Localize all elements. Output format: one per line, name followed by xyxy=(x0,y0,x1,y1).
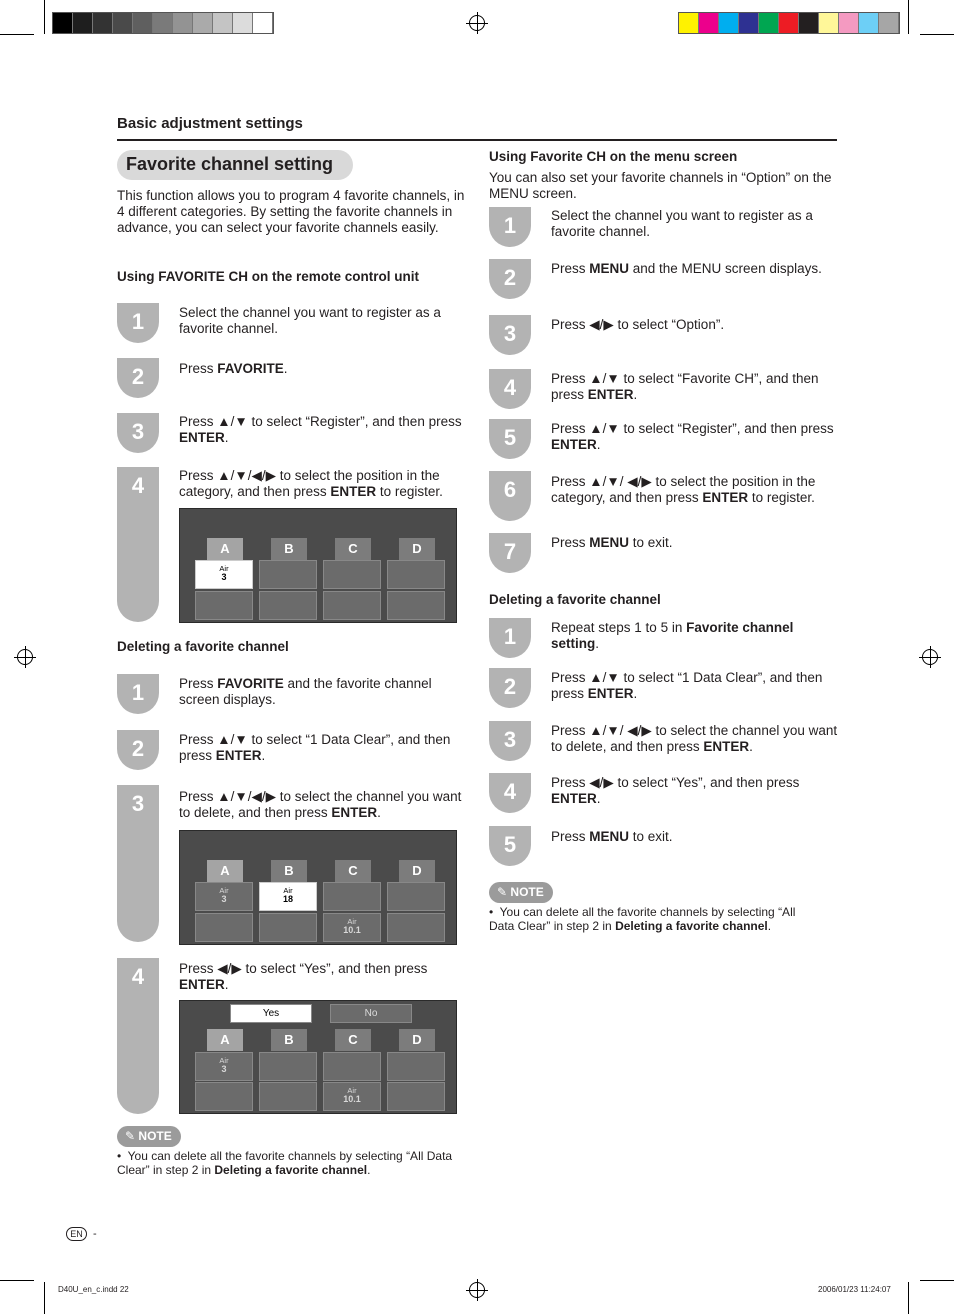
step-badge: 5 xyxy=(489,419,531,459)
crop-mark xyxy=(920,34,954,35)
channel-cell xyxy=(259,560,317,589)
tab-a: A xyxy=(207,538,243,560)
channel-cell: Air 3 xyxy=(195,882,253,911)
channel-cell xyxy=(387,1052,445,1081)
pencil-icon: ✎ xyxy=(497,885,508,899)
step-badge: 4 xyxy=(117,467,159,622)
channel-cell xyxy=(259,913,317,942)
color-swatch xyxy=(739,13,759,33)
print-date: 2006/01/23 11:24:07 xyxy=(818,1285,891,1294)
channel-cell: Air 3 xyxy=(195,1052,253,1081)
note-text: • You can delete all the favorite channels by selecting “All Data Clear” in step 2 in Deleting a favorite channel. xyxy=(117,1149,453,1177)
color-swatch xyxy=(213,13,233,33)
step-badge: 6 xyxy=(489,471,531,521)
step-text: Press ▲/▼/◀/▶ to select the channel you want to delete, and then press ENTER. xyxy=(179,789,462,820)
step-text: Press ▲/▼ to select “Register”, and then press ENTER. xyxy=(551,421,834,452)
step-badge: 4 xyxy=(489,369,531,409)
step-text: Press ▲/▼/◀/▶ to select the position in the category, and then press ENTER to register. xyxy=(179,468,443,499)
favorite-screen-register xyxy=(179,508,457,623)
step-badge: 3 xyxy=(489,721,531,761)
color-swatch xyxy=(73,13,93,33)
color-swatch xyxy=(253,13,273,33)
color-swatch xyxy=(699,13,719,33)
color-swatch xyxy=(799,13,819,33)
step-badge: 3 xyxy=(489,315,531,355)
remote-heading: Using FAVORITE CH on the remote control unit xyxy=(117,269,420,284)
step-badge: 1 xyxy=(117,303,159,343)
channel-cell xyxy=(323,1052,381,1081)
channel-cell xyxy=(259,591,317,620)
file-name: D40U_en_c.indd 22 xyxy=(58,1285,129,1294)
color-swatch xyxy=(133,13,153,33)
channel-cell xyxy=(323,591,381,620)
no-option: No xyxy=(330,1004,412,1023)
header-rule xyxy=(117,139,837,141)
channel-cell xyxy=(323,560,381,589)
note-badge: ✎ NOTE xyxy=(489,882,553,903)
channel-cell xyxy=(387,560,445,589)
step-badge: 5 xyxy=(489,826,531,866)
color-swatch xyxy=(93,13,113,33)
section-title: Basic adjustment settings xyxy=(117,115,303,132)
color-swatch xyxy=(153,13,173,33)
step-badge: 2 xyxy=(117,730,159,770)
channel-cell xyxy=(323,882,381,911)
color-swatch xyxy=(173,13,193,33)
favorite-screen-confirm xyxy=(179,1000,457,1114)
step-text: Press ◀/▶ to select “Option”. xyxy=(551,317,725,332)
language-badge: EN xyxy=(66,1227,87,1241)
tab-b: B xyxy=(271,1029,307,1051)
step-text: Press MENU to exit. xyxy=(551,829,673,844)
color-swatch xyxy=(839,13,859,33)
step-text: Press ▲/▼ to select “Register”, and then press ENTER. xyxy=(179,414,462,445)
step-text: Repeat steps 1 to 5 in Favorite channel setting. xyxy=(551,620,794,651)
channel-cell: Air 10.1 xyxy=(323,1082,381,1111)
step-badge: 1 xyxy=(489,207,531,247)
step-text: Press MENU and the MENU screen displays. xyxy=(551,261,822,276)
tab-d: D xyxy=(399,538,435,560)
tab-b: B xyxy=(271,860,307,882)
registration-mark-icon xyxy=(469,15,485,31)
menu-heading: Using Favorite CH on the menu screen xyxy=(489,149,738,164)
crop-mark xyxy=(0,1280,34,1281)
color-swatch xyxy=(859,13,879,33)
process-color-bar xyxy=(678,12,900,34)
step-text: Select the channel you want to register as a favorite channel. xyxy=(551,208,813,239)
color-swatch xyxy=(779,13,799,33)
step-badge: 1 xyxy=(117,674,159,714)
step-badge: 1 xyxy=(489,618,531,658)
channel-cell: Air 18 xyxy=(259,882,317,911)
step-text: Press ▲/▼ to select “Favorite CH”, and then press ENTER. xyxy=(551,371,819,402)
channel-cell: Air 10.1 xyxy=(323,913,381,942)
tab-d: D xyxy=(399,860,435,882)
yes-option: Yes xyxy=(230,1004,312,1023)
step-badge: 4 xyxy=(489,773,531,813)
channel-cell xyxy=(387,882,445,911)
channel-cell xyxy=(387,1082,445,1111)
channel-cell xyxy=(195,591,253,620)
step-text: Press ▲/▼/ ◀/▶ to select the position in the category, and then press ENTER to register. xyxy=(551,474,816,505)
channel-cell: Air 3 xyxy=(195,560,253,589)
color-swatch xyxy=(193,13,213,33)
step-text: Select the channel you want to register as a favorite channel. xyxy=(179,305,441,336)
color-swatch xyxy=(879,13,899,33)
color-swatch xyxy=(233,13,253,33)
step-text: Press ◀/▶ to select “Yes”, and then press ENTER. xyxy=(179,961,428,992)
tab-d: D xyxy=(399,1029,435,1051)
channel-cell xyxy=(387,591,445,620)
favorite-screen-delete xyxy=(179,830,457,945)
channel-cell xyxy=(259,1052,317,1081)
crop-mark xyxy=(908,1282,909,1314)
color-swatch xyxy=(53,13,73,33)
delete-heading: Deleting a favorite channel xyxy=(117,639,289,654)
crop-mark xyxy=(908,0,909,34)
channel-cell xyxy=(259,1082,317,1111)
color-swatch xyxy=(819,13,839,33)
channel-cell xyxy=(195,913,253,942)
step-badge: 3 xyxy=(117,413,159,453)
crop-mark xyxy=(44,1282,45,1314)
note-badge: ✎ NOTE xyxy=(117,1126,181,1147)
crop-mark xyxy=(920,1280,954,1281)
delete-heading-right: Deleting a favorite channel xyxy=(489,592,661,607)
page-title: Favorite channel setting xyxy=(117,150,353,180)
registration-mark-icon xyxy=(469,1282,485,1298)
tab-c: C xyxy=(335,538,371,560)
step-badge: 2 xyxy=(489,668,531,708)
step-text: Press ◀/▶ to select “Yes”, and then press ENTER. xyxy=(551,775,800,806)
intro-text: This function allows you to program 4 favorite channels, in 4 different categories. By setting the favorite channels in advance, you can select your favorite channels easily. xyxy=(117,188,465,235)
tab-c: C xyxy=(335,1029,371,1051)
color-swatch xyxy=(719,13,739,33)
step-badge: 4 xyxy=(117,958,159,1114)
step-text: Press ▲/▼ to select “1 Data Clear”, and then press ENTER. xyxy=(179,732,451,763)
step-text: Press FAVORITE. xyxy=(179,361,288,376)
step-badge: 7 xyxy=(489,533,531,573)
color-swatch xyxy=(679,13,699,33)
channel-cell xyxy=(195,1082,253,1111)
step-text: Press FAVORITE and the favorite channel screen displays. xyxy=(179,676,432,707)
step-badge: 3 xyxy=(117,785,159,942)
tab-b: B xyxy=(271,538,307,560)
color-swatch xyxy=(759,13,779,33)
note-text: • You can delete all the favorite channels by selecting “All Data Clear” in step 2 in Deleting a favorite channel. xyxy=(489,905,796,933)
pencil-icon: ✎ xyxy=(125,1129,136,1143)
step-text: Press MENU to exit. xyxy=(551,535,673,550)
step-badge: 2 xyxy=(489,259,531,299)
step-text: Press ▲/▼ to select “1 Data Clear”, and then press ENTER. xyxy=(551,670,823,701)
menu-intro: You can also set your favorite channels in “Option” on the MENU screen. xyxy=(489,170,832,201)
page-dash: - xyxy=(93,1228,97,1240)
crop-mark xyxy=(44,0,45,34)
tab-c: C xyxy=(335,860,371,882)
step-badge: 2 xyxy=(117,358,159,398)
step-text: Press ▲/▼/ ◀/▶ to select the channel you want to delete, and then press ENTER. xyxy=(551,723,838,754)
tab-a: A xyxy=(207,860,243,882)
gray-color-bar xyxy=(52,12,274,34)
channel-cell xyxy=(387,913,445,942)
crop-mark xyxy=(0,34,34,35)
color-swatch xyxy=(113,13,133,33)
tab-a: A xyxy=(207,1029,243,1051)
registration-mark-icon xyxy=(17,649,33,665)
registration-mark-icon xyxy=(922,649,938,665)
